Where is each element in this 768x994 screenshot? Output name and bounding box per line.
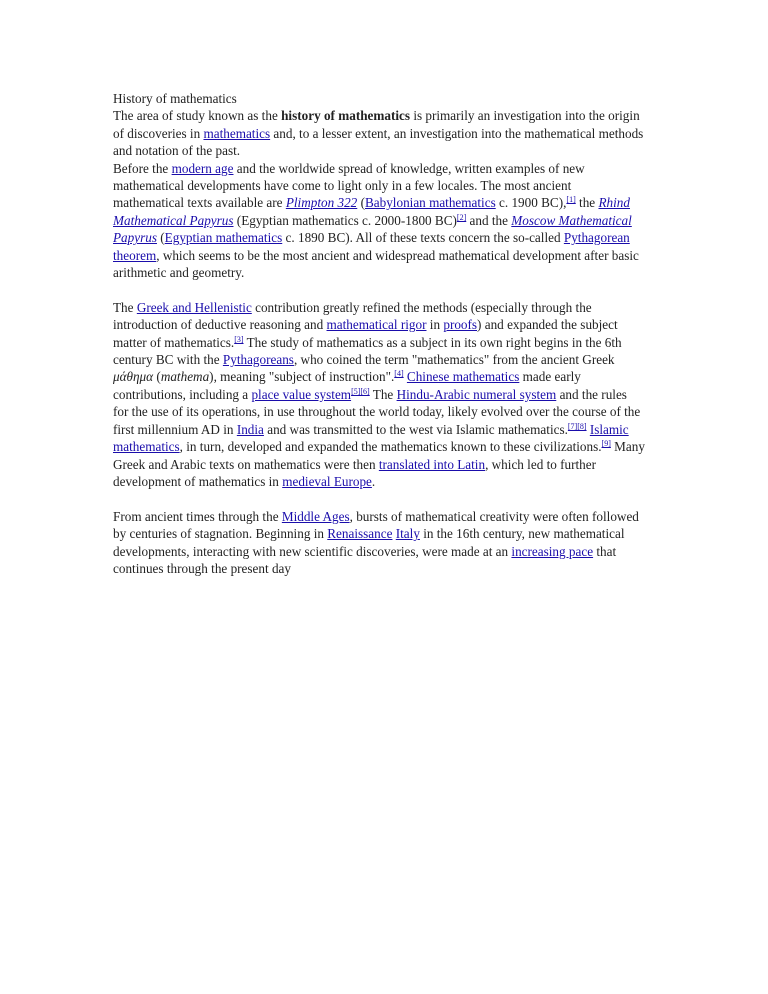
reference-link[interactable]: [4] xyxy=(394,369,404,379)
reference-link[interactable]: [3] xyxy=(234,334,244,344)
link-chinese-mathematics[interactable]: Chinese mathematics xyxy=(406,369,520,385)
link-place-value-system[interactable]: place value system xyxy=(251,386,352,402)
link-italy[interactable]: Italy xyxy=(395,526,420,542)
text: ( xyxy=(156,230,165,246)
text: and, to a lesser extent, an investigation into the mathematical methods and notation of the past. xyxy=(113,125,644,159)
text: c. 1890 BC). All of these texts concern the so-called xyxy=(282,230,564,246)
paragraph-spacer xyxy=(113,490,645,507)
reference-link[interactable]: [7][8] xyxy=(567,421,587,431)
text: in the 16th century, new mathematical developments, interacting with new scientific discoveries, were made at an xyxy=(113,526,625,559)
link-increasing-pace[interactable]: increasing pace xyxy=(511,543,594,559)
paragraph-spacer xyxy=(113,281,645,298)
text: The xyxy=(369,386,397,402)
text: , bursts of mathematical creativity were often followed by centuries of stagnation. Beginning in xyxy=(113,508,639,542)
italic-term: mathema xyxy=(160,369,210,385)
document-body xyxy=(113,90,645,577)
bold-term: history of mathematics xyxy=(281,108,411,124)
text: , who coined the term "mathematics" from the ancient Greek xyxy=(293,352,615,368)
text: and the worldwide spread of knowledge, written examples of new mathematical developments have come to light only in a few locales. The most ancient mathematical texts available are xyxy=(113,160,585,211)
text: Many Greek and Arabic texts on mathematics were then xyxy=(113,439,645,472)
link-mathematics[interactable]: mathematics xyxy=(203,125,271,141)
paragraph-ancient-texts xyxy=(113,160,645,282)
link-translated-into-latin[interactable]: translated into Latin xyxy=(378,456,486,472)
text: The study of mathematics as a subject in its own right begins in the 6th century BC with the xyxy=(113,334,622,368)
text: ( xyxy=(357,195,365,211)
text: From ancient times through the xyxy=(113,508,282,524)
link-babylonian-mathematics[interactable]: Babylonian mathematics xyxy=(364,195,496,211)
text: , which led to further development of mathematics in xyxy=(113,456,597,489)
text: c. 1900 BC), xyxy=(495,195,567,211)
document-title: History of mathematics xyxy=(113,91,237,106)
text: made early contributions, including a xyxy=(113,369,581,402)
text: the xyxy=(575,195,599,211)
link-medieval-europe[interactable]: medieval Europe xyxy=(282,473,372,489)
text: The area of study known as the xyxy=(113,108,282,124)
link-middle-ages[interactable]: Middle Ages xyxy=(281,508,350,524)
greek-term: μάθημα xyxy=(113,369,154,385)
reference-link[interactable]: [2] xyxy=(456,212,467,222)
text: contribution greatly refined the methods (especially through the introduction of deductive reasoning and xyxy=(113,299,592,333)
link-egyptian-mathematics[interactable]: Egyptian mathematics xyxy=(164,230,283,246)
text: ( xyxy=(153,369,161,385)
text: Before the xyxy=(113,160,172,176)
text: . xyxy=(371,473,376,489)
text: (Egyptian mathematics c. 2000-1800 BC) xyxy=(233,212,457,228)
text: and was transmitted to the west via Islamic mathematics. xyxy=(263,421,568,437)
link-renaissance[interactable]: Renaissance xyxy=(327,526,393,542)
link-hindu-arabic-numeral-system[interactable]: Hindu-Arabic numeral system xyxy=(396,386,557,402)
paragraph-middle-ages xyxy=(113,508,645,578)
link-islamic-mathematics[interactable]: Islamic mathematics xyxy=(113,421,629,455)
link-greek-hellenistic[interactable]: Greek and Hellenistic xyxy=(136,299,252,315)
reference-link[interactable]: [1] xyxy=(566,195,576,205)
link-proofs[interactable]: proofs xyxy=(443,317,478,333)
text: and the xyxy=(466,212,512,228)
link-plimpton-322[interactable]: Plimpton 322 xyxy=(285,195,358,211)
text: and the rules for the use of its operations, in use throughout the world today, likely evolved over the course of the first millennium AD in xyxy=(113,386,641,437)
link-india[interactable]: India xyxy=(236,421,264,437)
link-modern-age[interactable]: modern age xyxy=(171,160,234,176)
paragraph-greek-contribution xyxy=(113,299,645,490)
link-pythagoreans[interactable]: Pythagoreans xyxy=(222,352,294,368)
reference-link[interactable]: [9] xyxy=(601,439,611,449)
text: that continues through the present day xyxy=(113,543,617,576)
link-rhind-papyrus[interactable]: Rhind Mathematical Papyrus xyxy=(113,195,630,228)
text: ) and expanded the subject matter of mathematics. xyxy=(113,317,618,350)
link-mathematical-rigor[interactable]: mathematical rigor xyxy=(326,317,427,333)
link-moscow-papyrus[interactable]: Moscow Mathematical Papyrus xyxy=(113,212,632,246)
text: The xyxy=(113,299,137,315)
text: , which seems to be the most ancient and widespread mathematical development after basic arithmetic and geometry. xyxy=(113,247,639,281)
link-pythagorean-theorem[interactable]: Pythagorean theorem xyxy=(113,230,630,263)
text: is primarily an investigation into the origin of discoveries in xyxy=(113,108,640,141)
text: in xyxy=(426,317,444,333)
text: ), meaning "subject of instruction". xyxy=(209,369,395,385)
text: , in turn, developed and expanded the mathematics known to these civilizations. xyxy=(179,439,602,455)
reference-link[interactable]: [5][6] xyxy=(351,386,370,396)
paragraph-intro xyxy=(113,107,645,159)
